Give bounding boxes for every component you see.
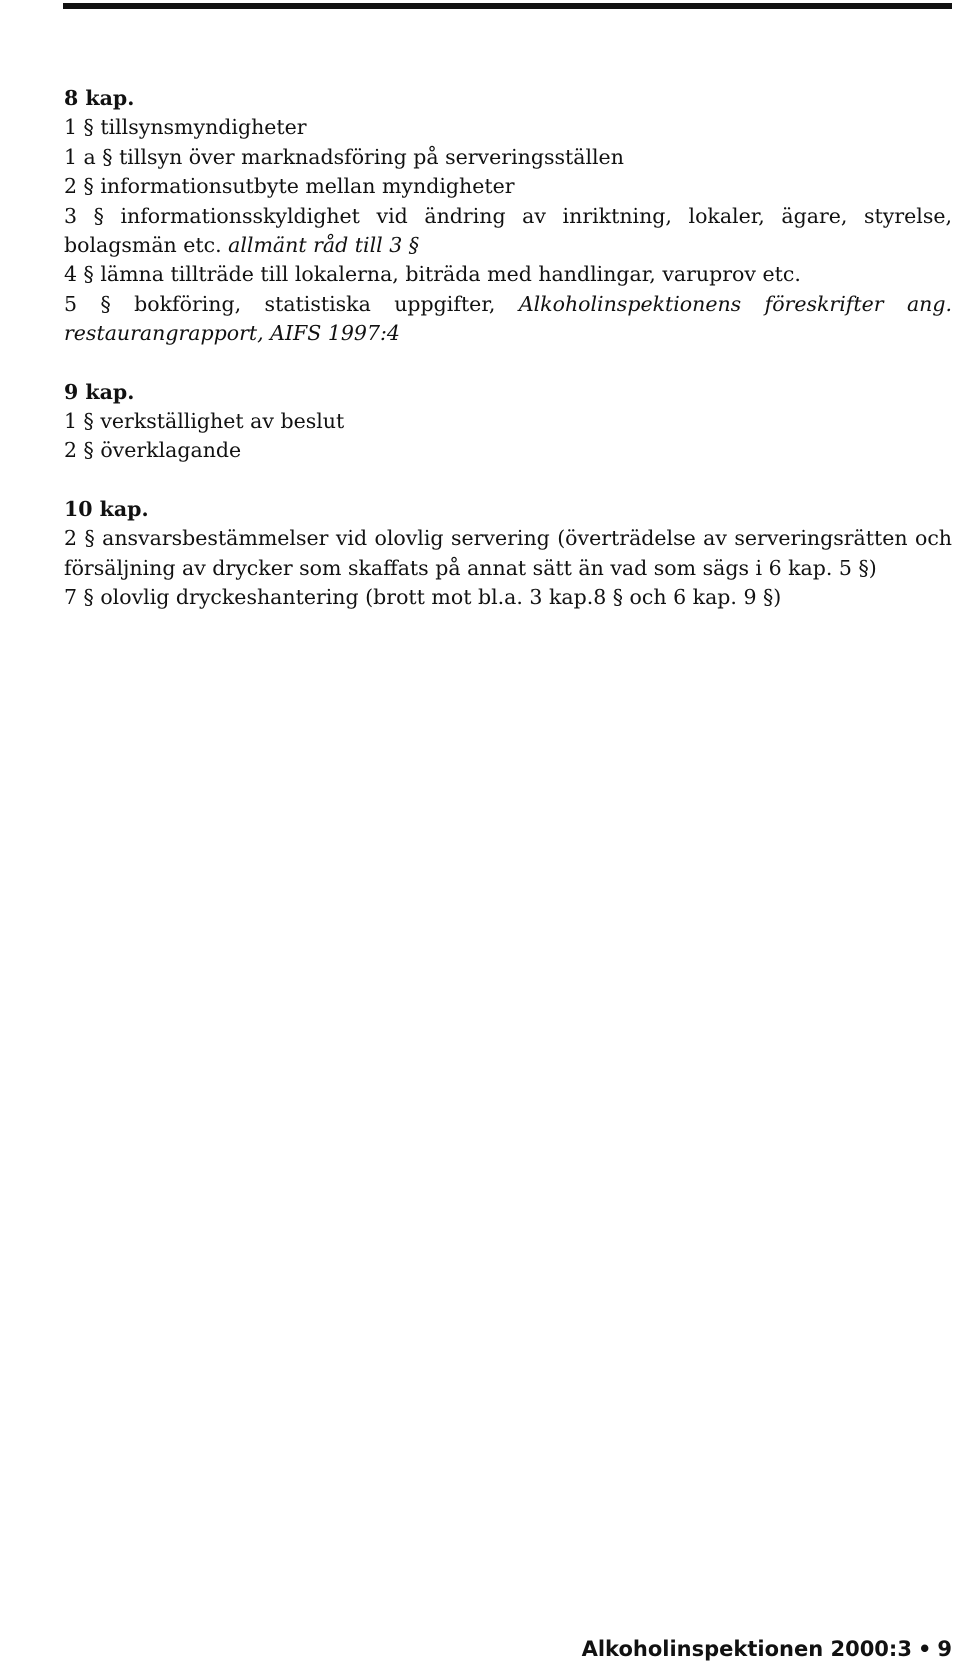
document-body bbox=[64, 84, 952, 613]
paragraph-item: 1 § verkställighet av beslut bbox=[64, 409, 345, 434]
paragraph-item: 7 § olovlig dryckeshantering (brott mot bl.a. 3 kap.8 § och 6 kap. 9 §) bbox=[64, 585, 782, 610]
page-footer bbox=[582, 1637, 952, 1661]
paragraph-item bbox=[64, 202, 952, 261]
bullet-separator: • bbox=[917, 1637, 932, 1661]
paragraph-item: 1 § tillsynsmyndigheter bbox=[64, 115, 307, 140]
section-spacer bbox=[64, 466, 952, 495]
paragraph-item: 4 § lämna tillträde till lokalerna, biträda med handlingar, varuprov etc. bbox=[64, 262, 801, 287]
section-heading: 8 kap. bbox=[64, 86, 135, 110]
paragraph-item: 2 § överklagande bbox=[64, 438, 242, 463]
top-rule bbox=[63, 3, 952, 9]
section-heading: 10 kap. bbox=[64, 496, 149, 521]
general-advice-reference: allmänt råd till 3 § bbox=[228, 233, 420, 258]
section-kap-9 bbox=[64, 378, 952, 466]
page-number: 9 bbox=[937, 1637, 952, 1661]
section-spacer bbox=[64, 349, 952, 378]
regulation-reference: Alkoholinspektionens föreskrifter ang. restaurangrapport, AIFS 1997:4 bbox=[64, 291, 953, 346]
paragraph-text: 5 § bokföring, statistiska uppgifter, bbox=[64, 291, 519, 316]
paragraph-item: 1 a § tillsyn över marknadsföring på serveringsställen bbox=[64, 144, 624, 169]
publication-title: Alkoholinspektionen 2000:3 bbox=[581, 1637, 912, 1661]
paragraph-text: 3 § informationsskyldighet vid ändring av inriktning, lokaler, ägare, styrelse, bolagsmän etc. bbox=[64, 203, 952, 258]
section-heading: 9 kap. bbox=[64, 379, 135, 404]
paragraph-item: 2 § informationsutbyte mellan myndigheter bbox=[64, 174, 515, 199]
section-kap-8 bbox=[64, 84, 952, 349]
paragraph-item: 2 § ansvarsbestämmelser vid olovlig servering (överträdelse av serveringsrätten och försäljning av drycker som skaffats på annat sätt än vad som sägs i 6 kap. 5 §) bbox=[64, 526, 952, 580]
section-kap-10 bbox=[64, 495, 952, 613]
paragraph-item bbox=[64, 290, 952, 349]
